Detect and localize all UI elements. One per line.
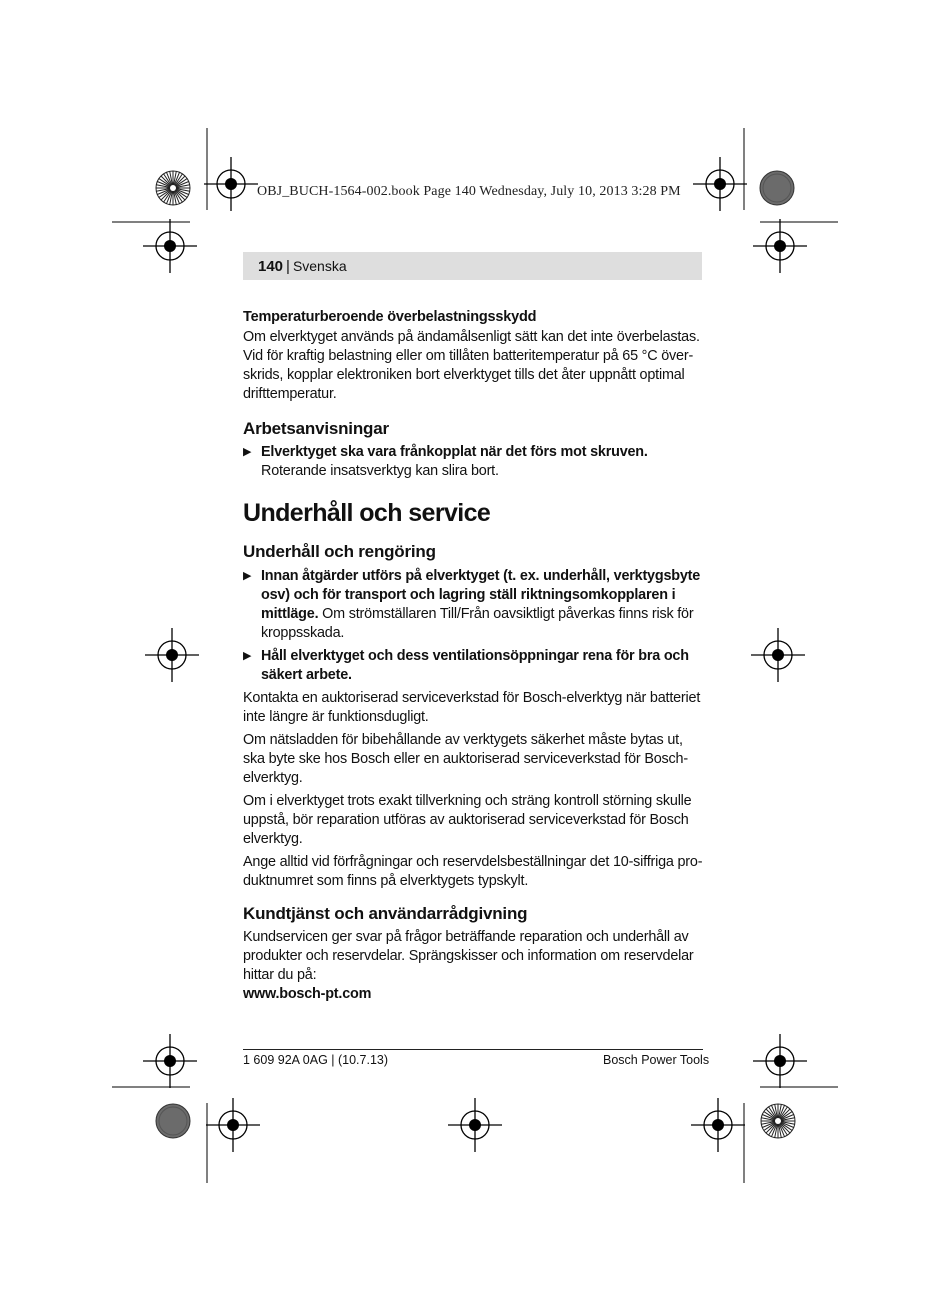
bullet-work-1-bold: Elverktyget ska vara frånkopplat när det förs mot skruven. — [261, 444, 648, 460]
bullet-maintenance-1 — [243, 567, 703, 643]
paragraph-maintenance-4: Ange alltid vid förfrågningar och reservdelsbeställningar det 10-siffriga produktnumret som finns på elverktygets typskylt. — [243, 854, 703, 889]
paragraph-overload: Om elverktyget används på ändamålsenligt sätt kan det inte överbelastas. Vid för kraftig belastning eller om tillåten batteritemperatur på 65 °C överskrids, kopplar elektroniken bort elverktyget tills det åter uppnått optimal drifttemperatur. — [243, 329, 700, 402]
footer-brand: Bosch Power Tools — [603, 1053, 710, 1067]
bullet-triangle-icon: ▶ — [243, 570, 252, 582]
footer-divider — [243, 1049, 703, 1050]
bullet-maintenance-1-bold: Innan åtgärder utförs på elverktyget (t. ex. underhåll, verktygsbyte osv) och för transport och lagring ställ riktningsomkopplaren i mittläge. — [261, 568, 701, 622]
paragraph-maintenance-2: Om nätsladden för bibehållande av verktygets säkerhet måste bytas ut, ska byte ske hos Bosch eller en auktoriserad serviceverkstad för Bosch-elverktyg. — [243, 732, 688, 786]
bullet-work-1 — [243, 443, 703, 481]
paragraph-maintenance-3: Om i elverktyget trots exakt tillverkning och sträng kontroll störning skulle uppstå, bör reparation utföras av auktoriserad serviceverkstad för Bosch elverktyg. — [243, 793, 692, 847]
bosch-website-link[interactable]: www.bosch-pt.com — [243, 986, 372, 1002]
bullet-maintenance-1-text: Om strömställaren Till/Från oavsiktligt påverkas finns risk för kroppsskada. — [261, 606, 694, 641]
paragraph-maintenance-1: Kontakta en auktoriserad serviceverkstad för Bosch-elverktyg när batteriet inte längre är funktionsdugligt. — [243, 690, 701, 725]
bullet-maintenance-2 — [243, 647, 703, 685]
heading-overload-protection: Temperaturberoende överbelastningsskydd — [243, 309, 537, 325]
page-content — [243, 306, 703, 1004]
paragraph-customer-service: Kundservicen ger svar på frågor beträffande reparation och underhåll av produkter och reservdelar. Sprängskisser och information om reservdelar hittar du på: — [243, 929, 694, 983]
print-header: OBJ_BUCH-1564-002.book Page 140 Wednesday, July 10, 2013 3:28 PM — [257, 184, 681, 199]
footer-doc-number: 1 609 92A 0AG | (10.7.13) — [243, 1053, 389, 1067]
bullet-maintenance-2-bold: Håll elverktyget och dess ventilationsöppningar rena för bra och säkert arbete. — [261, 648, 689, 683]
page-language: Svenska — [292, 258, 347, 274]
heading-maintenance-cleaning: Underhåll och rengöring — [243, 542, 436, 561]
bullet-triangle-icon: ▶ — [243, 650, 252, 662]
bullet-work-1-text: Roterande insatsverktyg kan slira bort. — [261, 463, 499, 479]
page-separator: | — [286, 257, 290, 275]
heading-maintenance-service: Underhåll och service — [243, 499, 491, 527]
page-header-bar — [243, 252, 702, 280]
heading-work-instructions: Arbetsanvisningar — [243, 419, 389, 438]
heading-customer-service: Kundtjänst och användarrådgivning — [243, 904, 528, 923]
bullet-triangle-icon: ▶ — [243, 446, 252, 458]
page-number: 140 — [258, 257, 284, 275]
